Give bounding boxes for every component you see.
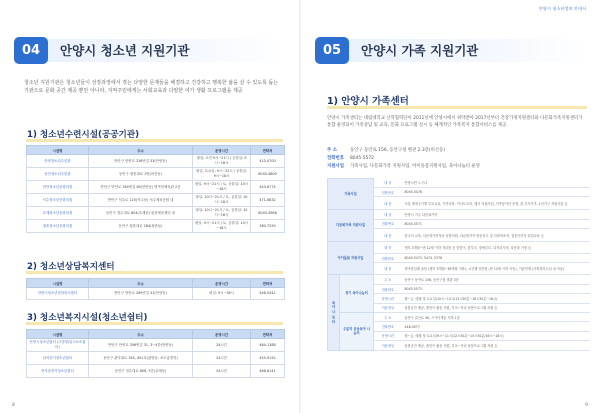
table-row: [27, 194, 285, 207]
facility-hours: 24시간: [193, 352, 251, 365]
page-number: 8: [12, 403, 15, 408]
header-cell: 주소: [89, 279, 193, 288]
family-services-table: [327, 178, 590, 351]
section-underline: [26, 139, 283, 142]
table-row: [27, 168, 285, 181]
service-value: 월~금, 매월 첫 토요일(10시~13시/13시30분~16시30분~18시): [402, 294, 590, 303]
info-row-programs: [327, 163, 589, 171]
chapter-title: 안양시 청소년 지원기관: [60, 43, 190, 58]
service-key: 이용대상: [374, 341, 402, 350]
service-key: 전화번호: [374, 284, 402, 293]
facility-name: 안양청소년수련관: [27, 155, 89, 168]
table-row: [27, 155, 285, 168]
table-header-row: [27, 330, 285, 339]
service-value: 안양시 거주 다문화가족: [402, 210, 590, 219]
service-key: 운영시간: [374, 294, 402, 303]
table-row: [27, 220, 285, 233]
facility-phone: 464-1388: [251, 339, 285, 352]
facility-phone: 471-6832: [251, 194, 285, 207]
intro-paragraph: 청소년 지원기관은 청소년들이 성장과정에서 겪는 다양한 문제들을 해결하고 건강하고 행복한 삶을 살 수 있도록 돕는 기관으로 문화 공간 제공 뿐만 아니라, 지역주민에게는 사회교육과 다양한 여가 생활 프로그램을 제공: [24, 80, 279, 95]
counseling-center-table: [26, 278, 285, 300]
facility-address: 만안구 안양로 356번길 31, 3~4층(안양동): [89, 339, 193, 352]
facility-name: 호계청소년문화의집: [27, 207, 89, 220]
service-value: 안양시민 누구나: [402, 179, 590, 188]
info-value: 가족사업, 다문화가족 지원사업, 아이돌봄지원사업, 육아나눔터 운영: [350, 163, 480, 169]
info-value: 동안구 동안로 156, 동안구청 별관 2.3층(비산동): [350, 148, 446, 153]
header-cell: 시설명: [27, 146, 89, 155]
service-sub-name: 우분지 공동육아 나눔터: [340, 313, 374, 351]
facility-address: 만안구 석수로 125(석수동) 석수체육공원 내: [89, 194, 193, 207]
running-head: 안양시 청소년정보 안내서: [538, 6, 586, 11]
service-key: 이용대상: [374, 303, 402, 312]
service-row: [328, 242, 590, 254]
info-row-address: [327, 147, 589, 155]
right-page: [301, 0, 600, 413]
chapter-header-04: [14, 37, 286, 64]
facility-name: 여자중장기청소년쉼터: [27, 365, 89, 378]
header-cell: 시설명: [27, 330, 89, 339]
header-cell: 연락처: [251, 330, 285, 339]
header-cell: 운영시간: [193, 330, 251, 339]
service-key: 전화번호: [374, 187, 402, 196]
facility-name: 만안청소년문화의집: [27, 181, 89, 194]
service-key: 주 소: [374, 275, 402, 284]
facility-address: 만안구 만안로 269번길 31(안양동): [89, 288, 193, 300]
service-key: 전화번호: [374, 254, 402, 263]
header-cell: 연락처: [251, 146, 285, 155]
service-key: 내 용: [374, 229, 402, 242]
facility-name: 평촌청소년문화의집: [27, 220, 89, 233]
section-title-family-center: 1) 안양시 가족센터: [327, 96, 409, 107]
table-header-row: [27, 279, 285, 288]
service-row: [328, 275, 590, 284]
facility-hours: 평일, 토요일: 9시~22시 / 공휴일: 9시~18시: [193, 168, 251, 181]
table-row: [27, 288, 285, 300]
facility-phone: 455-9152: [251, 352, 285, 365]
facility-hours: 평일: 오전 9시~21시 / 공휴일: 9시~18시: [193, 155, 251, 168]
service-sub-name: 경기 육아나눔터: [340, 275, 374, 313]
header-cell: 운영시간: [193, 146, 251, 155]
section-title-youth-facilities: 1) 청소년수련시설(공공기관): [27, 130, 140, 140]
service-key: 대 상: [374, 179, 402, 188]
service-value: 월~금, 매월 첫 토요일(9시~11시/12시30분~15시30분/16시~18시): [402, 331, 590, 340]
service-value: 8045-5478: [402, 187, 590, 196]
facility-hours: 평일: 9시~18시: [193, 288, 251, 300]
service-value: 동안구 동안로 156, 동안구청 별관 3층: [402, 275, 590, 284]
chapter-number: 05: [315, 37, 349, 64]
service-value: 이혼 생애주기별 부모교육, 가족상담, 가사도우미, 행사 지원사업, 가족봉사단 운영, 한 부모가족, 1인가구 지원사업 등: [402, 197, 590, 210]
info-value: 8045-5572: [350, 155, 374, 161]
youth-facilities-table: [26, 145, 285, 233]
facility-name: 안양시청소년쉼터 (고정형/일시보호쉼터): [27, 339, 89, 352]
facility-address: 동안구 관악대로 345, 401호(관양동, 코오롱빌딩): [89, 352, 193, 365]
table-row: [27, 352, 285, 365]
chapter-header-05: [315, 37, 587, 64]
service-key: 운영시간: [374, 331, 402, 340]
facility-phone: 380-7250: [251, 220, 285, 233]
service-value: 동안구 갈산로 56, 스카이캐슬 지하 1층: [402, 313, 590, 322]
service-value: 영아종일제 돌봄 (생후 3개월~36개월 이하), 시간제 일반형 (만 12세 이하 아동), 기관연계 (사회복지시설 내 아동): [402, 263, 590, 275]
facility-phone: 468-6141: [251, 365, 285, 378]
info-key: 전화번호: [327, 155, 344, 161]
service-key: 전화번호: [374, 322, 402, 331]
service-name: 가족사업: [328, 179, 374, 210]
info-key: 주 소: [327, 148, 338, 153]
service-value: 8045-5571: [402, 219, 590, 228]
service-key: 내 용: [374, 263, 402, 275]
service-name: 다문화가족 지원사업: [328, 210, 374, 242]
section-title-counseling-center: 2) 청소년상담복지센터: [27, 262, 115, 272]
service-row: [328, 313, 590, 322]
facility-name: 석수청소년문화의집: [27, 194, 89, 207]
service-key: 대 상: [374, 242, 402, 254]
service-value: 생후 3개월~만 12세 이하 자녀를 둔 맞벌이, 한부모, 장애부모, 다자녀가정, 다문화 가정 등: [402, 242, 590, 254]
service-value: 돌봄공간 제공, 품앗이 활동 지원, 부모~자녀 돌봄프로그램 지원 등: [402, 341, 590, 350]
facility-phone: 443-6774: [251, 181, 285, 194]
header-cell: 시설명: [27, 279, 89, 288]
family-center-description: 안양시 가족센터는 대림대학교 산학협력단이 2011년에 안양시에서 위탁받아 2017년부터 건강가정지원센터와 다문화가족지원센터가 통합 운영되어 가족상담 및 교육, 문화 프로그램 실시 등 체계적인 가족복지 통합서비스를 제공.: [327, 116, 583, 128]
facility-name: 안양시청소년상담복지센터: [27, 288, 89, 300]
table-row: [27, 365, 285, 378]
shelter-table: [26, 329, 285, 378]
facility-hours: 평일: 9시~21시 / 토, 공휴일: 10시~18시: [193, 220, 251, 233]
section-title-shelter: 3) 청소년복지시설(청소년쉼터): [27, 313, 148, 323]
section-underline: [26, 322, 283, 325]
service-key: 대 상: [374, 210, 402, 219]
facility-phone: 446-0342: [251, 288, 285, 300]
service-key: 전화번호: [374, 219, 402, 228]
service-name: 아이돌봄 지원사업: [328, 242, 374, 275]
service-key: 주 소: [374, 313, 402, 322]
section-underline: [327, 106, 587, 109]
facility-address: 동안구 평촌대로 284(평촌동): [89, 220, 193, 233]
facility-hours: 평일: 10시~21시 / 토, 공휴일: 10시~18시: [193, 194, 251, 207]
service-value: 8045-5473, 5474, 5376: [402, 254, 590, 263]
facility-phone: 410-4700: [251, 155, 285, 168]
facility-address: 만안구 안양로 316번길 33(안양동): [89, 155, 193, 168]
service-group-name: 육아나눔터: [328, 275, 340, 350]
header-cell: 운영시간: [193, 279, 251, 288]
facility-phone: 8045-4966: [251, 207, 285, 220]
section-underline: [26, 271, 283, 274]
facility-name: 동안청소년수련관: [27, 168, 89, 181]
table-row: [27, 181, 285, 194]
table-row: [27, 339, 285, 352]
header-cell: 주소: [89, 330, 193, 339]
left-page: [0, 0, 299, 413]
service-value: 448-4577: [402, 322, 590, 331]
facility-address: 동안구 평촌대로 1번(비산동): [89, 168, 193, 181]
table-header-row: [27, 146, 285, 155]
page-number: 9: [585, 403, 588, 408]
facility-address: 만안구 만안로 264번길 80(안양동) 병목안체육관 2층: [89, 181, 193, 194]
info-row-phone: [327, 155, 589, 163]
chapter-title: 안양시 가족 지원기관: [361, 43, 479, 58]
facility-hours: 평일: 10시~21시 / 토, 공휴일: 10시~18시: [193, 207, 251, 220]
facility-hours: 24시간: [193, 365, 251, 378]
family-center-info: [327, 147, 589, 170]
service-row: [328, 179, 590, 188]
service-key: 내 용: [374, 197, 402, 210]
facility-hours: 평일: 9시~21시 / 토, 공휴일: 10시~18시: [193, 181, 251, 194]
service-value: 한국어 교육, 다문화가족자녀 성장지원, 다문화가족 방문지도 및 사회적조직, 결혼이민자 취업교육 등: [402, 229, 590, 242]
info-key: 지원사업: [327, 163, 344, 169]
service-row: [328, 210, 590, 219]
facility-name: 남자중기청소년쉼터: [27, 352, 89, 365]
facility-address: 동안구 경수대로 606, 5층(호계동): [89, 365, 193, 378]
service-value: 8045-5573: [402, 284, 590, 293]
facility-phone: 8045-4800: [251, 168, 285, 181]
header-cell: 주소: [89, 146, 193, 155]
service-value: 돌봄공간 제공, 품앗이 활동 지원, 부모~자녀 돌봄프로그램 지원 등: [402, 303, 590, 312]
facility-address: 동안구 경수대로 604(호계동) 평촌체육센터 내: [89, 207, 193, 220]
chapter-number: 04: [14, 37, 48, 64]
header-cell: 연락처: [251, 279, 285, 288]
facility-hours: 24시간: [193, 339, 251, 352]
table-row: [27, 207, 285, 220]
